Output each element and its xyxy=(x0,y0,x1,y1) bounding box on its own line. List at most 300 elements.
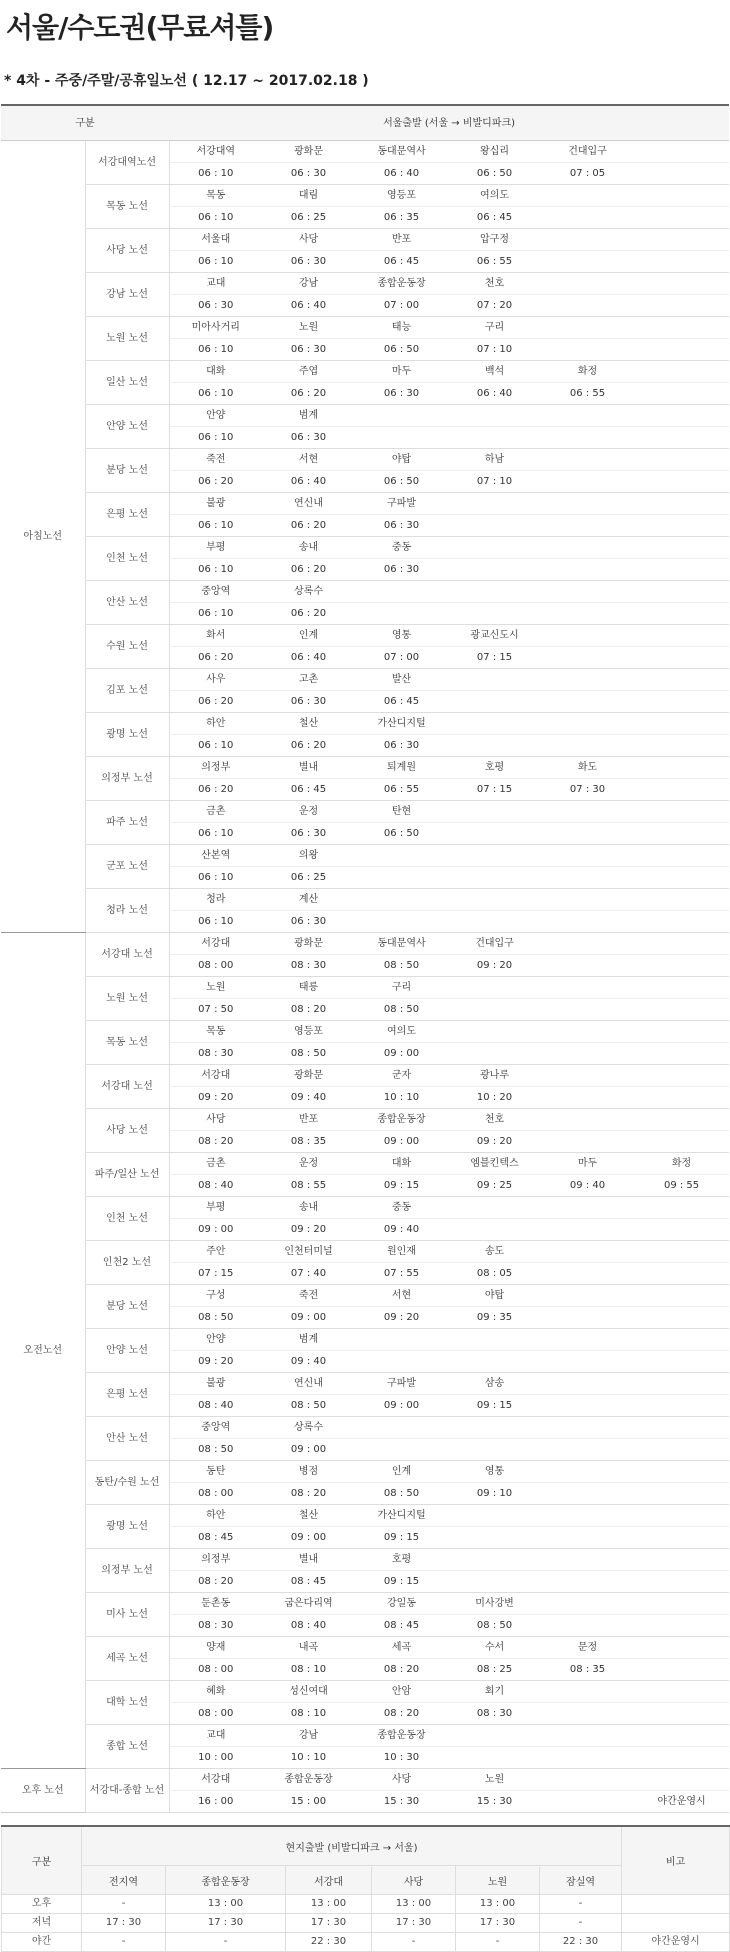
local-departure-time: 17 : 30 xyxy=(82,1914,166,1933)
departure-time: 07 : 15 xyxy=(448,779,541,801)
departure-time xyxy=(634,207,729,229)
departure-time xyxy=(634,1131,729,1153)
departure-time xyxy=(634,1395,729,1417)
departure-time xyxy=(634,1483,729,1505)
departure-time: 07 : 20 xyxy=(448,295,541,317)
departure-time: 06 : 30 xyxy=(355,559,448,581)
stop-name xyxy=(541,185,634,207)
departure-time xyxy=(541,691,634,713)
stop-name xyxy=(541,273,634,295)
stop-name xyxy=(448,1549,541,1571)
stop-name: 의정부 xyxy=(169,757,262,779)
stop-name xyxy=(634,933,729,955)
route-stops-row xyxy=(1,757,729,779)
departure-time: 09 : 40 xyxy=(262,1351,355,1373)
stop-name: 화서 xyxy=(169,625,262,647)
departure-time: 08 : 50 xyxy=(169,1307,262,1329)
departure-time xyxy=(448,1043,541,1065)
stop-name: 송도 xyxy=(448,1241,541,1263)
departure-time xyxy=(541,1527,634,1549)
stop-name: 인계 xyxy=(355,1461,448,1483)
departure-time: 06 : 10 xyxy=(169,339,262,361)
stop-name xyxy=(355,581,448,603)
stop-name: 구파발 xyxy=(355,493,448,515)
departure-time xyxy=(634,515,729,537)
departure-time: 06 : 45 xyxy=(355,251,448,273)
stop-name: 동탄 xyxy=(169,1461,262,1483)
departure-time: 06 : 20 xyxy=(169,647,262,669)
departure-time xyxy=(634,559,729,581)
route-name: 의정부 노선 xyxy=(85,1549,169,1593)
stop-name xyxy=(541,933,634,955)
departure-time: 06 : 40 xyxy=(262,647,355,669)
departure-time: 야간운영시 xyxy=(634,1791,729,1813)
stop-name: 반포 xyxy=(355,229,448,251)
local-stop-header: 사당 xyxy=(372,1866,456,1895)
departure-time xyxy=(541,603,634,625)
stop-name: 가산디지털 xyxy=(355,713,448,735)
departure-time: 06 : 40 xyxy=(355,163,448,185)
stop-name: 영통 xyxy=(355,625,448,647)
local-category-header: 구분 xyxy=(2,1826,82,1895)
departure-time xyxy=(448,999,541,1021)
route-name: 안산 노선 xyxy=(85,581,169,625)
departure-time xyxy=(448,559,541,581)
departure-time xyxy=(541,1219,634,1241)
stop-name: 안양 xyxy=(169,1329,262,1351)
stop-name xyxy=(448,1329,541,1351)
schedule-subtitle: * 4차 - 주중/주말/공휴일노선 ( 12.17 ~ 2017.02.18 ) xyxy=(4,73,369,89)
departure-time: 16 : 00 xyxy=(169,1791,262,1813)
stop-name: 건대입구 xyxy=(541,141,634,163)
departure-time: 09 : 00 xyxy=(262,1527,355,1549)
departure-time xyxy=(634,1087,729,1109)
stop-name: 미사강변 xyxy=(448,1593,541,1615)
stop-name: 종합운동장 xyxy=(355,1109,448,1131)
route-stops-row xyxy=(1,273,729,295)
route-stops-row xyxy=(1,801,729,823)
stop-name: 노원 xyxy=(448,1769,541,1791)
departure-time xyxy=(634,911,729,933)
departure-time: 07 : 10 xyxy=(448,339,541,361)
stop-name: 금촌 xyxy=(169,1153,262,1175)
stop-name: 의왕 xyxy=(262,845,355,867)
route-name: 강남 노선 xyxy=(85,273,169,317)
stop-name xyxy=(448,1505,541,1527)
stop-name: 서강대 xyxy=(169,1769,262,1791)
departure-time: 08 : 20 xyxy=(169,1131,262,1153)
local-departure-time: - xyxy=(456,1933,540,1952)
stop-name xyxy=(634,757,729,779)
departure-time: 09 : 40 xyxy=(355,1219,448,1241)
stop-name: 마두 xyxy=(355,361,448,383)
stop-name: 대화 xyxy=(355,1153,448,1175)
departure-time: 06 : 10 xyxy=(169,735,262,757)
stop-name xyxy=(541,1065,634,1087)
departure-time: 06 : 40 xyxy=(262,471,355,493)
local-row xyxy=(2,1914,730,1933)
departure-time: 10 : 00 xyxy=(169,1747,262,1769)
departure-time xyxy=(541,955,634,977)
local-departure-time: 17 : 30 xyxy=(372,1914,456,1933)
departure-time xyxy=(448,515,541,537)
departure-time xyxy=(634,1351,729,1373)
stop-name: 상록수 xyxy=(262,1417,355,1439)
departure-time: 06 : 10 xyxy=(169,163,262,185)
stop-name: 대화 xyxy=(169,361,262,383)
stop-name: 원인재 xyxy=(355,1241,448,1263)
note-header: 비고 xyxy=(622,1826,730,1895)
stop-name xyxy=(541,1241,634,1263)
departure-time xyxy=(634,779,729,801)
stop-name: 야탑 xyxy=(355,449,448,471)
departure-time xyxy=(634,1219,729,1241)
departure-time: 06 : 35 xyxy=(355,207,448,229)
stop-name xyxy=(355,845,448,867)
stop-name xyxy=(634,1417,729,1439)
departure-time xyxy=(634,471,729,493)
route-stops-row xyxy=(1,1593,729,1615)
departure-time: 09 : 20 xyxy=(448,955,541,977)
stop-name: 광나루 xyxy=(448,1065,541,1087)
departure-time xyxy=(448,1439,541,1461)
route-name: 세곡 노선 xyxy=(85,1637,169,1681)
stop-name: 동대문역사 xyxy=(355,933,448,955)
stop-name: 서현 xyxy=(262,449,355,471)
departure-time: 08 : 55 xyxy=(262,1175,355,1197)
departure-time: 06 : 20 xyxy=(169,691,262,713)
stop-name: 산본역 xyxy=(169,845,262,867)
departure-time xyxy=(541,1087,634,1109)
departure-time: 08 : 40 xyxy=(262,1615,355,1637)
stop-name: 천호 xyxy=(448,1109,541,1131)
stop-name xyxy=(634,1197,729,1219)
stop-name xyxy=(634,1373,729,1395)
route-stops-row xyxy=(1,537,729,559)
departure-time: 08 : 50 xyxy=(355,1483,448,1505)
stop-name: 주엽 xyxy=(262,361,355,383)
departure-time: 09 : 00 xyxy=(262,1439,355,1461)
departure-time: 10 : 10 xyxy=(262,1747,355,1769)
local-departure-time: - xyxy=(372,1933,456,1952)
stop-name: 광교신도시 xyxy=(448,625,541,647)
stop-name: 부평 xyxy=(169,1197,262,1219)
departure-time xyxy=(634,1307,729,1329)
local-departure-time: - xyxy=(82,1933,166,1952)
stop-name: 강남 xyxy=(262,1725,355,1747)
stop-name xyxy=(634,889,729,911)
stop-name xyxy=(448,669,541,691)
local-direction-header: 현지출발 (비발디파크 → 서울) xyxy=(82,1826,622,1866)
stop-name: 태능 xyxy=(355,317,448,339)
stop-name: 범계 xyxy=(262,1329,355,1351)
departure-time: 09 : 40 xyxy=(262,1087,355,1109)
departure-time: 08 : 30 xyxy=(169,1043,262,1065)
stop-name: 종합운동장 xyxy=(355,273,448,295)
departure-time: 08 : 50 xyxy=(169,1439,262,1461)
route-stops-row xyxy=(1,669,729,691)
stop-name xyxy=(541,713,634,735)
route-stops-row xyxy=(1,1021,729,1043)
route-name: 노원 노선 xyxy=(85,977,169,1021)
stop-name: 군자 xyxy=(355,1065,448,1087)
stop-name: 철산 xyxy=(262,1505,355,1527)
stop-name xyxy=(355,405,448,427)
departure-time: 09 : 20 xyxy=(169,1351,262,1373)
local-departure-time: 22 : 30 xyxy=(286,1933,372,1952)
departure-time: 09 : 15 xyxy=(355,1571,448,1593)
departure-time: 08 : 20 xyxy=(355,1703,448,1725)
stop-name xyxy=(634,537,729,559)
departure-time xyxy=(448,867,541,889)
route-name: 미사 노선 xyxy=(85,1593,169,1637)
stop-name: 연신내 xyxy=(262,493,355,515)
departure-time: 08 : 00 xyxy=(169,1659,262,1681)
seoul-departure-table xyxy=(1,104,729,1813)
stop-name xyxy=(634,1769,729,1791)
stop-name: 여의도 xyxy=(448,185,541,207)
stop-name: 목동 xyxy=(169,1021,262,1043)
departure-time xyxy=(541,207,634,229)
stop-name: 미아사거리 xyxy=(169,317,262,339)
departure-time xyxy=(448,603,541,625)
departure-time xyxy=(541,735,634,757)
stop-name: 광화문 xyxy=(262,1065,355,1087)
stop-name: 하안 xyxy=(169,1505,262,1527)
stop-name: 하안 xyxy=(169,713,262,735)
departure-time xyxy=(541,1131,634,1153)
departure-time: 08 : 10 xyxy=(262,1659,355,1681)
stop-name: 청라 xyxy=(169,889,262,911)
departure-time: 08 : 50 xyxy=(355,955,448,977)
route-name: 인천 노선 xyxy=(85,537,169,581)
departure-time xyxy=(541,867,634,889)
stop-name xyxy=(541,1021,634,1043)
local-departure-time: 17 : 30 xyxy=(166,1914,286,1933)
stop-name xyxy=(634,1329,729,1351)
departure-time: 06 : 45 xyxy=(262,779,355,801)
departure-time: 07 : 15 xyxy=(169,1263,262,1285)
stop-name xyxy=(634,581,729,603)
stop-name xyxy=(541,1549,634,1571)
local-departure-time: 13 : 00 xyxy=(372,1895,456,1914)
stop-name: 화도 xyxy=(541,757,634,779)
stop-name: 사우 xyxy=(169,669,262,691)
departure-time: 06 : 50 xyxy=(355,471,448,493)
stop-name: 서울대 xyxy=(169,229,262,251)
route-stops-row xyxy=(1,361,729,383)
local-stop-header: 노원 xyxy=(456,1866,540,1895)
local-departure-time: 13 : 00 xyxy=(286,1895,372,1914)
stop-name: 중동 xyxy=(355,537,448,559)
departure-time: 08 : 00 xyxy=(169,1483,262,1505)
stop-name: 계산 xyxy=(262,889,355,911)
stop-name xyxy=(541,669,634,691)
stop-name: 회기 xyxy=(448,1681,541,1703)
stop-name: 사당 xyxy=(169,1109,262,1131)
stop-name: 태릉 xyxy=(262,977,355,999)
departure-time: 06 : 40 xyxy=(262,295,355,317)
time-category-label: 아침노선 xyxy=(1,141,85,933)
departure-time xyxy=(448,1219,541,1241)
departure-time: 06 : 30 xyxy=(355,515,448,537)
stop-name xyxy=(634,845,729,867)
departure-time: 06 : 10 xyxy=(169,207,262,229)
departure-time: 06 : 45 xyxy=(448,207,541,229)
local-row-label: 저녁 xyxy=(2,1914,82,1933)
stop-name: 종합운동장 xyxy=(262,1769,355,1791)
route-name: 광명 노선 xyxy=(85,713,169,757)
stop-name xyxy=(448,801,541,823)
departure-time: 06 : 10 xyxy=(169,823,262,845)
departure-time xyxy=(448,1351,541,1373)
stop-name xyxy=(541,801,634,823)
direction-header: 서울출발 (서울 → 비발디파크) xyxy=(169,105,729,141)
departure-time: 08 : 45 xyxy=(262,1571,355,1593)
departure-time: 09 : 00 xyxy=(355,1043,448,1065)
route-name: 분당 노선 xyxy=(85,449,169,493)
departure-time: 06 : 25 xyxy=(262,207,355,229)
stop-name xyxy=(541,449,634,471)
departure-time xyxy=(634,823,729,845)
stop-name: 가산디지털 xyxy=(355,1505,448,1527)
stop-name xyxy=(541,889,634,911)
departure-time: 06 : 10 xyxy=(169,251,262,273)
stop-name xyxy=(541,1109,634,1131)
route-name: 분당 노선 xyxy=(85,1285,169,1329)
departure-time: 09 : 35 xyxy=(448,1307,541,1329)
local-stop-header: 서강대 xyxy=(286,1866,372,1895)
stop-name xyxy=(448,977,541,999)
time-category-label: 오후 노선 xyxy=(1,1769,85,1813)
stop-name xyxy=(541,845,634,867)
stop-name: 죽전 xyxy=(169,449,262,471)
local-row-label: 오후 xyxy=(2,1895,82,1914)
departure-time: 07 : 00 xyxy=(355,647,448,669)
departure-time xyxy=(541,823,634,845)
route-stops-row xyxy=(1,317,729,339)
stop-name xyxy=(634,669,729,691)
stop-name: 혜화 xyxy=(169,1681,262,1703)
route-name: 동탄/수원 노선 xyxy=(85,1461,169,1505)
route-stops-row xyxy=(1,405,729,427)
route-name: 수원 노선 xyxy=(85,625,169,669)
stop-name: 수서 xyxy=(448,1637,541,1659)
route-stops-row xyxy=(1,1769,729,1791)
stop-name xyxy=(634,1725,729,1747)
departure-time: 06 : 55 xyxy=(448,251,541,273)
local-departure-time: 17 : 30 xyxy=(286,1914,372,1933)
departure-time: 08 : 00 xyxy=(169,955,262,977)
local-note xyxy=(622,1895,730,1914)
departure-time: 06 : 50 xyxy=(355,823,448,845)
departure-time: 06 : 20 xyxy=(262,559,355,581)
stop-name xyxy=(634,1681,729,1703)
stop-name: 사당 xyxy=(262,229,355,251)
route-name: 파주/일산 노선 xyxy=(85,1153,169,1197)
route-name: 목동 노선 xyxy=(85,185,169,229)
stop-name xyxy=(541,1461,634,1483)
departure-time: 08 : 40 xyxy=(169,1175,262,1197)
departure-time xyxy=(355,603,448,625)
departure-time xyxy=(634,339,729,361)
stop-name: 불광 xyxy=(169,493,262,515)
local-stop-header: 잠실역 xyxy=(540,1866,622,1895)
route-stops-row xyxy=(1,1109,729,1131)
stop-name: 노원 xyxy=(169,977,262,999)
departure-time: 06 : 10 xyxy=(169,911,262,933)
stop-name: 병점 xyxy=(262,1461,355,1483)
departure-time: 06 : 30 xyxy=(262,427,355,449)
stop-name xyxy=(448,845,541,867)
stop-name xyxy=(634,1241,729,1263)
local-departure-time: 17 : 30 xyxy=(456,1914,540,1933)
stop-name xyxy=(541,977,634,999)
departure-time xyxy=(634,427,729,449)
departure-time xyxy=(634,955,729,977)
departure-time: 09 : 15 xyxy=(355,1175,448,1197)
stop-name xyxy=(634,625,729,647)
stop-name xyxy=(448,713,541,735)
route-name: 인천2 노선 xyxy=(85,1241,169,1285)
route-name: 안양 노선 xyxy=(85,1329,169,1373)
departure-time: 08 : 35 xyxy=(262,1131,355,1153)
route-name: 은평 노선 xyxy=(85,1373,169,1417)
page-title: 서울/수도권(무료셔틀) xyxy=(6,11,274,44)
stop-name xyxy=(448,493,541,515)
stop-name: 광화문 xyxy=(262,141,355,163)
route-name: 파주 노선 xyxy=(85,801,169,845)
departure-time xyxy=(634,1703,729,1725)
stop-name xyxy=(634,361,729,383)
departure-time xyxy=(634,1043,729,1065)
departure-time xyxy=(541,1791,634,1813)
stop-name: 둔촌동 xyxy=(169,1593,262,1615)
route-name: 청라 노선 xyxy=(85,889,169,933)
stop-name: 서강대 xyxy=(169,1065,262,1087)
stop-name xyxy=(448,1021,541,1043)
route-stops-row xyxy=(1,141,729,163)
stop-name: 영등포 xyxy=(262,1021,355,1043)
route-stops-row xyxy=(1,449,729,471)
stop-name: 노원 xyxy=(262,317,355,339)
departure-time xyxy=(448,1527,541,1549)
stop-name xyxy=(448,889,541,911)
route-stops-row xyxy=(1,1725,729,1747)
stop-name xyxy=(634,1505,729,1527)
stop-name xyxy=(448,1417,541,1439)
departure-time xyxy=(541,1395,634,1417)
departure-time: 09 : 00 xyxy=(355,1395,448,1417)
stop-name: 철산 xyxy=(262,713,355,735)
departure-time: 08 : 50 xyxy=(262,1043,355,1065)
departure-time: 09 : 20 xyxy=(355,1307,448,1329)
stop-name xyxy=(634,317,729,339)
stop-name: 목동 xyxy=(169,185,262,207)
departure-time: 06 : 50 xyxy=(448,163,541,185)
departure-time xyxy=(634,603,729,625)
stop-name: 주안 xyxy=(169,1241,262,1263)
departure-time: 09 : 00 xyxy=(169,1219,262,1241)
route-name: 사당 노선 xyxy=(85,229,169,273)
stop-name: 양재 xyxy=(169,1637,262,1659)
route-name: 의정부 노선 xyxy=(85,757,169,801)
departure-time: 08 : 50 xyxy=(262,1395,355,1417)
departure-time xyxy=(634,1263,729,1285)
route-name: 일산 노선 xyxy=(85,361,169,405)
departure-time: 06 : 45 xyxy=(355,691,448,713)
departure-time: 15 : 00 xyxy=(262,1791,355,1813)
